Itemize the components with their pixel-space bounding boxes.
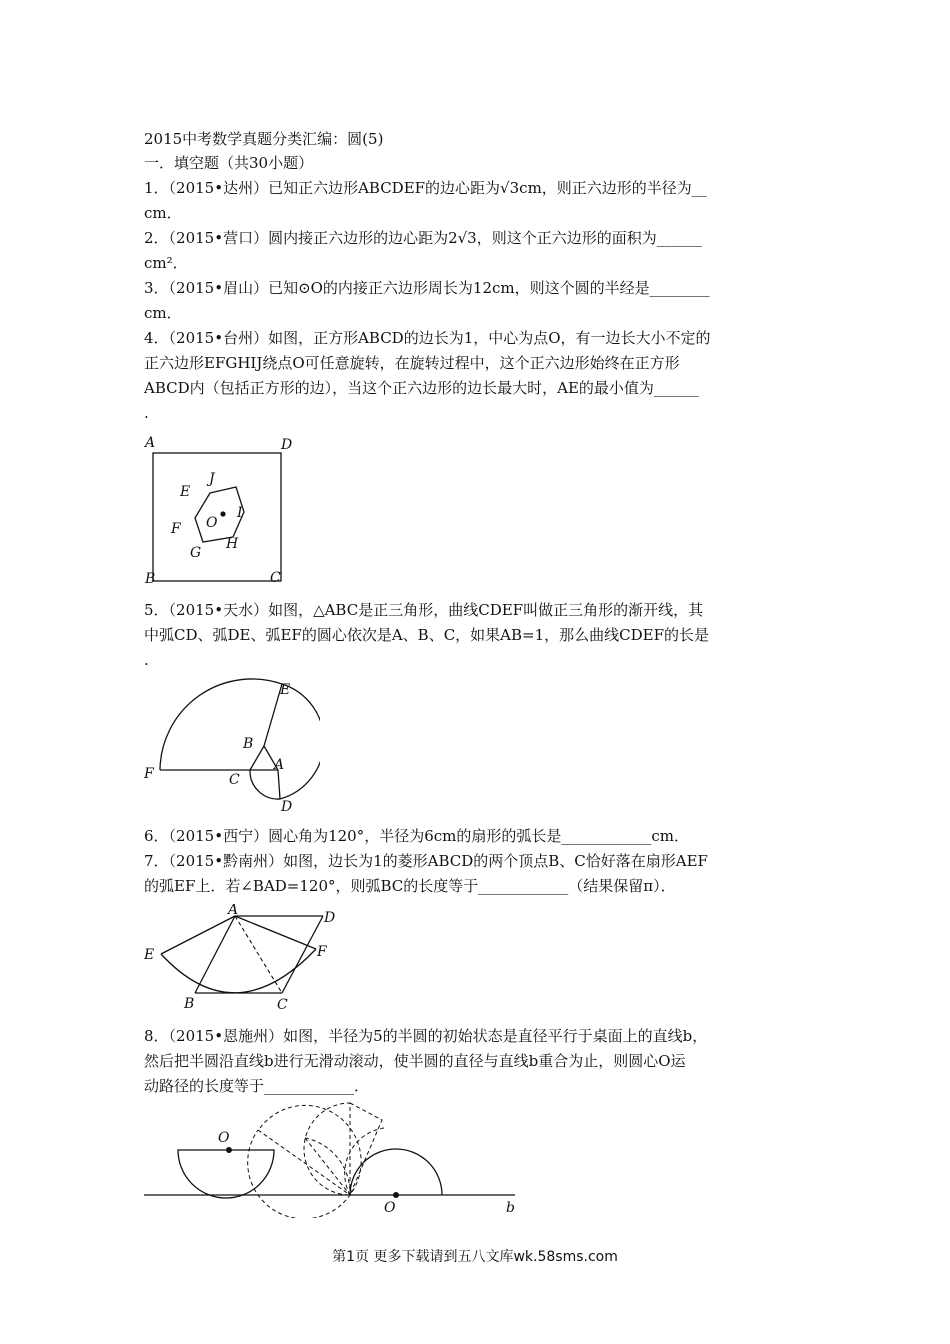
label-f: F	[317, 944, 327, 960]
question-line: cm．	[144, 204, 182, 222]
question-line: ABCD内（包括正方形的边），当这个正六边形的边长最大时，AE的最小值为______	[144, 379, 699, 397]
arc-ef	[161, 949, 316, 993]
figure-square-hexagon	[140, 430, 310, 590]
question-line: 动路径的长度等于____________．	[144, 1077, 370, 1095]
arc-ef	[160, 679, 282, 770]
center-o-final	[393, 1192, 399, 1198]
question-1	[144, 176, 814, 226]
label-a: A	[228, 904, 239, 918]
center-o-dot	[220, 511, 225, 516]
label-c: C	[270, 570, 281, 586]
label-d: D	[281, 799, 293, 815]
label-f: F	[171, 521, 181, 537]
question-4	[144, 326, 814, 426]
label-f: F	[144, 766, 154, 782]
figure-rhombus-sector	[140, 904, 340, 1014]
question-line: 2．（2015•营口）圆内接正六边形的边心距为2√3，则这个正六边形的面积为______	[144, 229, 702, 247]
doc-title: 2015中考数学真题分类汇编：圆(5)	[144, 130, 384, 148]
question-line: 正六边形EFGHIJ绕点O可任意旋转，在旋转过程中，这个正六边形始终在正方形	[144, 354, 680, 372]
question-6	[144, 824, 814, 849]
label-b: B	[184, 996, 195, 1012]
label-g: G	[190, 545, 202, 561]
label-h: H	[226, 536, 239, 552]
label-c: C	[277, 997, 288, 1013]
label-b: b	[506, 1200, 515, 1216]
label-e: E	[280, 682, 291, 698]
figure-rolling-semicircle	[140, 1098, 530, 1218]
question-line: .	[144, 651, 149, 669]
question-line: 然后把半圆沿直线b进行无滑动滚动，使半圆的直径与直线b重合为止，则圆心O运	[144, 1052, 686, 1070]
question-line: cm²．	[144, 254, 188, 272]
semicircle-dashed-1	[248, 1130, 350, 1218]
semicircle-final	[350, 1149, 442, 1195]
question-5	[144, 598, 814, 673]
figure-involute	[140, 678, 320, 816]
label-e: E	[180, 484, 191, 500]
page-footer: 第1页 更多下载请到五八文库wk.58sms.com	[332, 1249, 618, 1265]
label-d: D	[281, 437, 293, 453]
section-heading: 一．填空题（共30小题）	[144, 154, 314, 172]
label-c: C	[229, 772, 240, 788]
question-3	[144, 276, 814, 326]
question-line: 4．（2015•台州）如图，正方形ABCD的边长为1，中心为点O，有一边长大小不定的	[144, 329, 711, 347]
segment-ae	[161, 916, 235, 954]
question-7	[144, 849, 814, 899]
label-i: I	[237, 505, 243, 521]
question-8	[144, 1024, 814, 1099]
question-line: .	[144, 404, 149, 422]
label-e: E	[144, 947, 155, 963]
label-o: O	[206, 515, 218, 531]
arc-cd	[250, 770, 280, 799]
label-a: A	[274, 757, 285, 773]
arc-de	[280, 684, 320, 799]
segment-ad	[278, 770, 280, 799]
label-d: D	[324, 910, 336, 926]
question-line: 1．（2015•达州）已知正六边形ABCDEF的边心距为√3cm，则正六边形的半径为__	[144, 179, 707, 197]
wedge-dashed-4	[350, 1103, 382, 1195]
center-o-initial	[226, 1147, 232, 1153]
label-b: B	[243, 736, 254, 752]
arc-dashed-1	[260, 1105, 361, 1195]
question-line: 5．（2015•天水）如图，△ABC是正三角形，曲线CDEF叫做正三角形的渐开线，其	[144, 601, 704, 619]
label-a: A	[145, 435, 156, 451]
question-line: 的弧EF上．若∠BAD=120°，则弧BC的长度等于____________（结果保留π）．	[144, 877, 676, 895]
question-line: 6．（2015•西宁）圆心角为120°，半径为6cm的扇形的弧长是____________cm．	[144, 827, 689, 845]
label-o-final: O	[384, 1200, 396, 1216]
question-line: 8．（2015•恩施州）如图，半径为5的半圆的初始状态是直径平行于桌面上的直线b，	[144, 1027, 708, 1045]
question-line: cm．	[144, 304, 182, 322]
question-line: 7．（2015•黔南州）如图，边长为1的菱形ABCD的两个顶点B、C恰好落在扇形AEF	[144, 852, 708, 870]
question-line: 3．（2015•眉山）已知⊙O的内接正六边形周长为12cm，则这个圆的半经是________	[144, 279, 710, 297]
label-j: J	[209, 471, 215, 487]
question-line: 中弧CD、弧DE、弧EF的圆心依次是A、B、C，如果AB=1，那么曲线CDEF的长是	[144, 626, 710, 644]
label-o-initial: O	[218, 1130, 230, 1146]
question-2	[144, 226, 814, 276]
segment-af	[235, 916, 316, 949]
segment-ab	[195, 916, 235, 993]
semicircle-initial	[178, 1150, 274, 1198]
label-b: B	[145, 571, 156, 587]
semicircle-dashed-3	[304, 1103, 350, 1195]
